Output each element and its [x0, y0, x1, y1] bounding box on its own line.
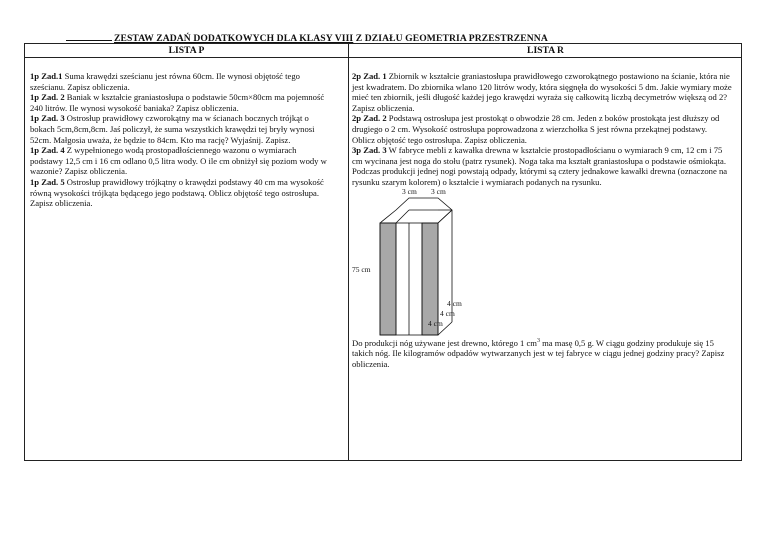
label-bottom-2: 4 cm: [440, 308, 455, 318]
top-face: [380, 198, 452, 223]
task-text: Podstawą ostrosłupa jest prostokąt o obwodzie 28 cm. Jeden z boków prostokąta jest dłuższy od drugiego o 2 cm. Wysokość ostrosłupa poprowadzona z wierzchołka S jest równa przekątnej podstawy. Oblicz objętość tego ostrosłupa. Zapisz obliczenia.: [352, 113, 720, 145]
header-divider: [25, 57, 741, 58]
task-label: 1p Zad. 2: [30, 92, 65, 103]
label-bottom-3: 4 cm: [428, 318, 443, 328]
task-p-3: [30, 113, 330, 145]
task-text: Z wypełnionego wodą prostopadłościennego wazonu o wymiarach podstawy 12,5 cm i 16 cm odlano 0,5 litra wody. O ile cm obniżył się poziom wody w wazonie? Zapisz obliczenia.: [30, 145, 327, 177]
task-label: 1p Zad. 5: [30, 176, 65, 187]
waste-piece-left: [380, 223, 396, 335]
task-r-3-continued: [352, 338, 732, 370]
task-text: Ostrosłup prawidłowy czworokątny ma w ścianach bocznych trójkąt o bokach 5cm,8cm,8cm. Jaś policzył, że suma wszystkich krawędzi tej bryły wynosi 52cm. Małgosia uważa, że będzie to 84cm. Kto ma rację? Wyjaśnij. Zapisz.: [30, 113, 315, 145]
leg-drawing: [352, 188, 752, 338]
task-r-3: [352, 145, 732, 187]
task-p-2: [30, 92, 330, 113]
lista-p-column: [30, 71, 330, 209]
task-p-4: [30, 145, 330, 177]
header-lista-r: LISTA R: [527, 45, 564, 56]
title-part-2: Z DZIAŁU GEOMETRIA PRZESTRZENNA: [353, 33, 548, 44]
task-text: W fabryce mebli z kawałka drewna w kształcie prostopadłościanu o wymiarach 9 cm, 12 cm i 75 cm wycinana jest noga do stołu (patrz rysunek). Noga taka ma kształt graniastosłupa o podstawie ośmiokąta. Podczas produkcji jednej nogi powstają odpady, którymi są cztery jednakowe kawałki drewna (oznaczone na rysunku szarym kolorem) o kształcie i wymiarach podanych na rysunku.: [352, 145, 728, 187]
task-r-2: [352, 113, 732, 145]
side-top: [438, 210, 452, 223]
task-text: Zbiornik w kształcie graniastosłupa prawidłowego czworokątnego postawiono na ścianie, która nie jest kwadratem. Do zbiornika wlano 120 litrów wody, która sięgnęła do wysokości 5 dm. Jakie wymiary może mieć ten zbiornik, jeśli długość każdej jego krawędzi wyraża się całkowitą liczbą decymetrów większą od 2? Zapisz obliczenia.: [352, 71, 732, 113]
label-bottom-1: 4 cm: [447, 298, 462, 308]
task-label: 1p Zad.1: [30, 71, 63, 81]
task-label: 2p Zad. 2: [352, 113, 387, 124]
zad3-text-a: Do produkcji nóg używane jest drewno, którego 1 cm: [352, 337, 537, 348]
task-p-5: [30, 177, 330, 209]
task-label: 1p Zad. 3: [30, 113, 65, 124]
header-lista-p: LISTA P: [168, 45, 205, 56]
label-top-1: 3 cm: [402, 186, 417, 196]
zad3-text-b: ma masę 0,5 g. W ciągu godziny produkuje się 15 takich nóg. Ile kilogramów odpadów wytwarzanych jest w tej fabryce w ciągu jednej godziny pracy? Zapisz obliczenia.: [352, 337, 725, 369]
task-text: Baniak w kształcie graniastosłupa o podstawie 50cm×80cm ma pojemność 240 litrów. Ile wynosi wysokość baniaka? Zapisz obliczenia.: [30, 92, 325, 113]
lista-r-column: [352, 71, 732, 369]
tasks-table: [24, 43, 742, 461]
task-r-1: [352, 71, 732, 113]
task-text: Suma krawędzi sześcianu jest równa 60cm. Ile wynosi objętość tego sześcianu. Zapisz obliczenia.: [30, 71, 300, 92]
waste-piece-right: [422, 223, 438, 335]
label-height: 75 cm: [352, 264, 371, 274]
title-underline-lead: [66, 32, 112, 41]
task-label: 2p Zad. 1: [352, 71, 387, 81]
task-label: 3p Zad. 3: [352, 145, 387, 156]
top-inner-1: [396, 210, 409, 223]
column-divider: [348, 44, 349, 460]
task-text: Ostrosłup prawidłowy trójkątny o krawędzi podstawy 40 cm ma wysokość równą wysokości trójkąta będącego jego podstawą. Oblicz objętość tego ostrosłupa. Zapisz obliczenia.: [30, 176, 324, 209]
task-label: 1p Zad. 4: [30, 145, 65, 156]
title-part-1: ZESTAW ZADAŃ DODATKOWYCH DLA KLASY VIII: [114, 33, 354, 44]
cubic-superscript: 3: [536, 337, 540, 344]
table-leg-figure: [352, 188, 752, 338]
task-p-1: [30, 71, 330, 92]
label-top-2: 3 cm: [431, 186, 446, 196]
